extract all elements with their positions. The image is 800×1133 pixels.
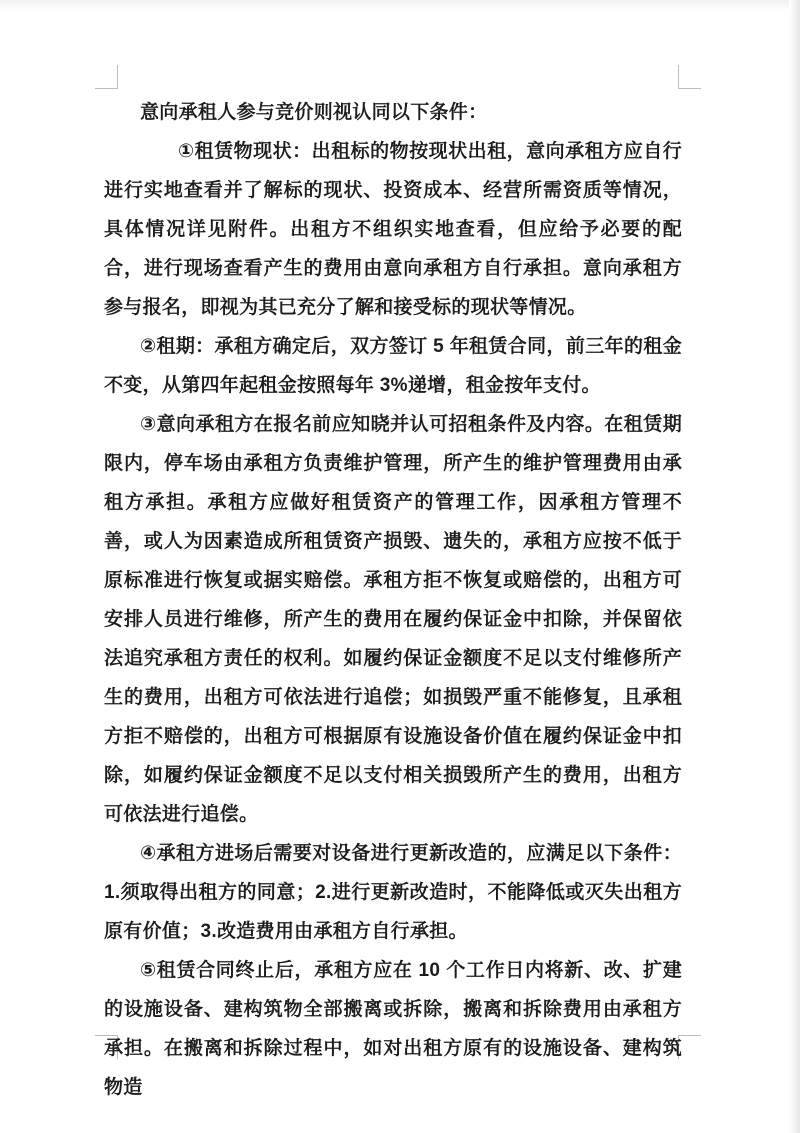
clause-5-termination-removal: ⑤租赁合同终止后，承租方应在 10 个工作日内将新、改、扩建的设施设备、建构筑物全部搬离或拆除，搬离和拆除费用由承租方承担。在搬离和拆除过程中，如对出租方原有的设施设备、建构筑物造 [104, 960, 682, 1098]
margin-crop-mark-top-left [95, 65, 118, 89]
page-top-edge-shade [0, 0, 800, 10]
document-body [104, 93, 682, 1107]
conditions-heading: 意向承租人参与竞价则视认同以下条件： [140, 102, 488, 123]
clause-1-leased-property-condition: ①租赁物现状：出租标的物按现状出租，意向承租方应自行进行实地查看并了解标的现状、投资成本、经营所需资质等情况，具体情况详见附件。出租方不组织实地查看，但应给予必要的配合，进行现场查看产生的费用由意向承租方自行承担。意向承租方参与报名，即视为其已充分了解和接受标的现状等情况。 [104, 141, 682, 318]
clause-3-maintenance-and-liability: ③意向承租方在报名前应知晓并认可招租条件及内容。在租赁期限内，停车场由承租方负责维护管理，所产生的维护管理费用由承租方承担。承租方应做好租赁资产的管理工作，因承租方管理不善，或人为因素造成所租赁资产损毁、遗失的，承租方应按不低于原标准进行恢复或据实赔偿。承租方拒不恢复或赔偿的，出租方可安排人员进行维修，所产生的费用在履约保证金中扣除，并保留依法追究承租方责任的权利。如履约保证金额度不足以支付维修所产生的费用，出租方可依法进行追偿；如损毁严重不能修复，且承租方拒不赔偿的，出租方可根据原有设施设备价值在履约保证金中扣除，如履约保证金额度不足以支付相关损毁所产生的费用，出租方可依法进行追偿。 [104, 414, 682, 825]
clause-2-lease-term: ②租期：承租方确定后，双方签订 5 年租赁合同，前三年的租金不变，从第四年起租金按照每年 3%递增，租金按年支付。 [104, 336, 682, 396]
clause-4-renovation-conditions: ④承租方进场后需要对设备进行更新改造的，应满足以下条件：1.须取得出租方的同意；2.进行更新改造时，不能降低或灭失出租方原有价值；3.改造费用由承租方自行承担。 [104, 843, 682, 942]
page-right-edge-shade [789, 0, 800, 1133]
margin-crop-mark-top-right [678, 65, 701, 89]
